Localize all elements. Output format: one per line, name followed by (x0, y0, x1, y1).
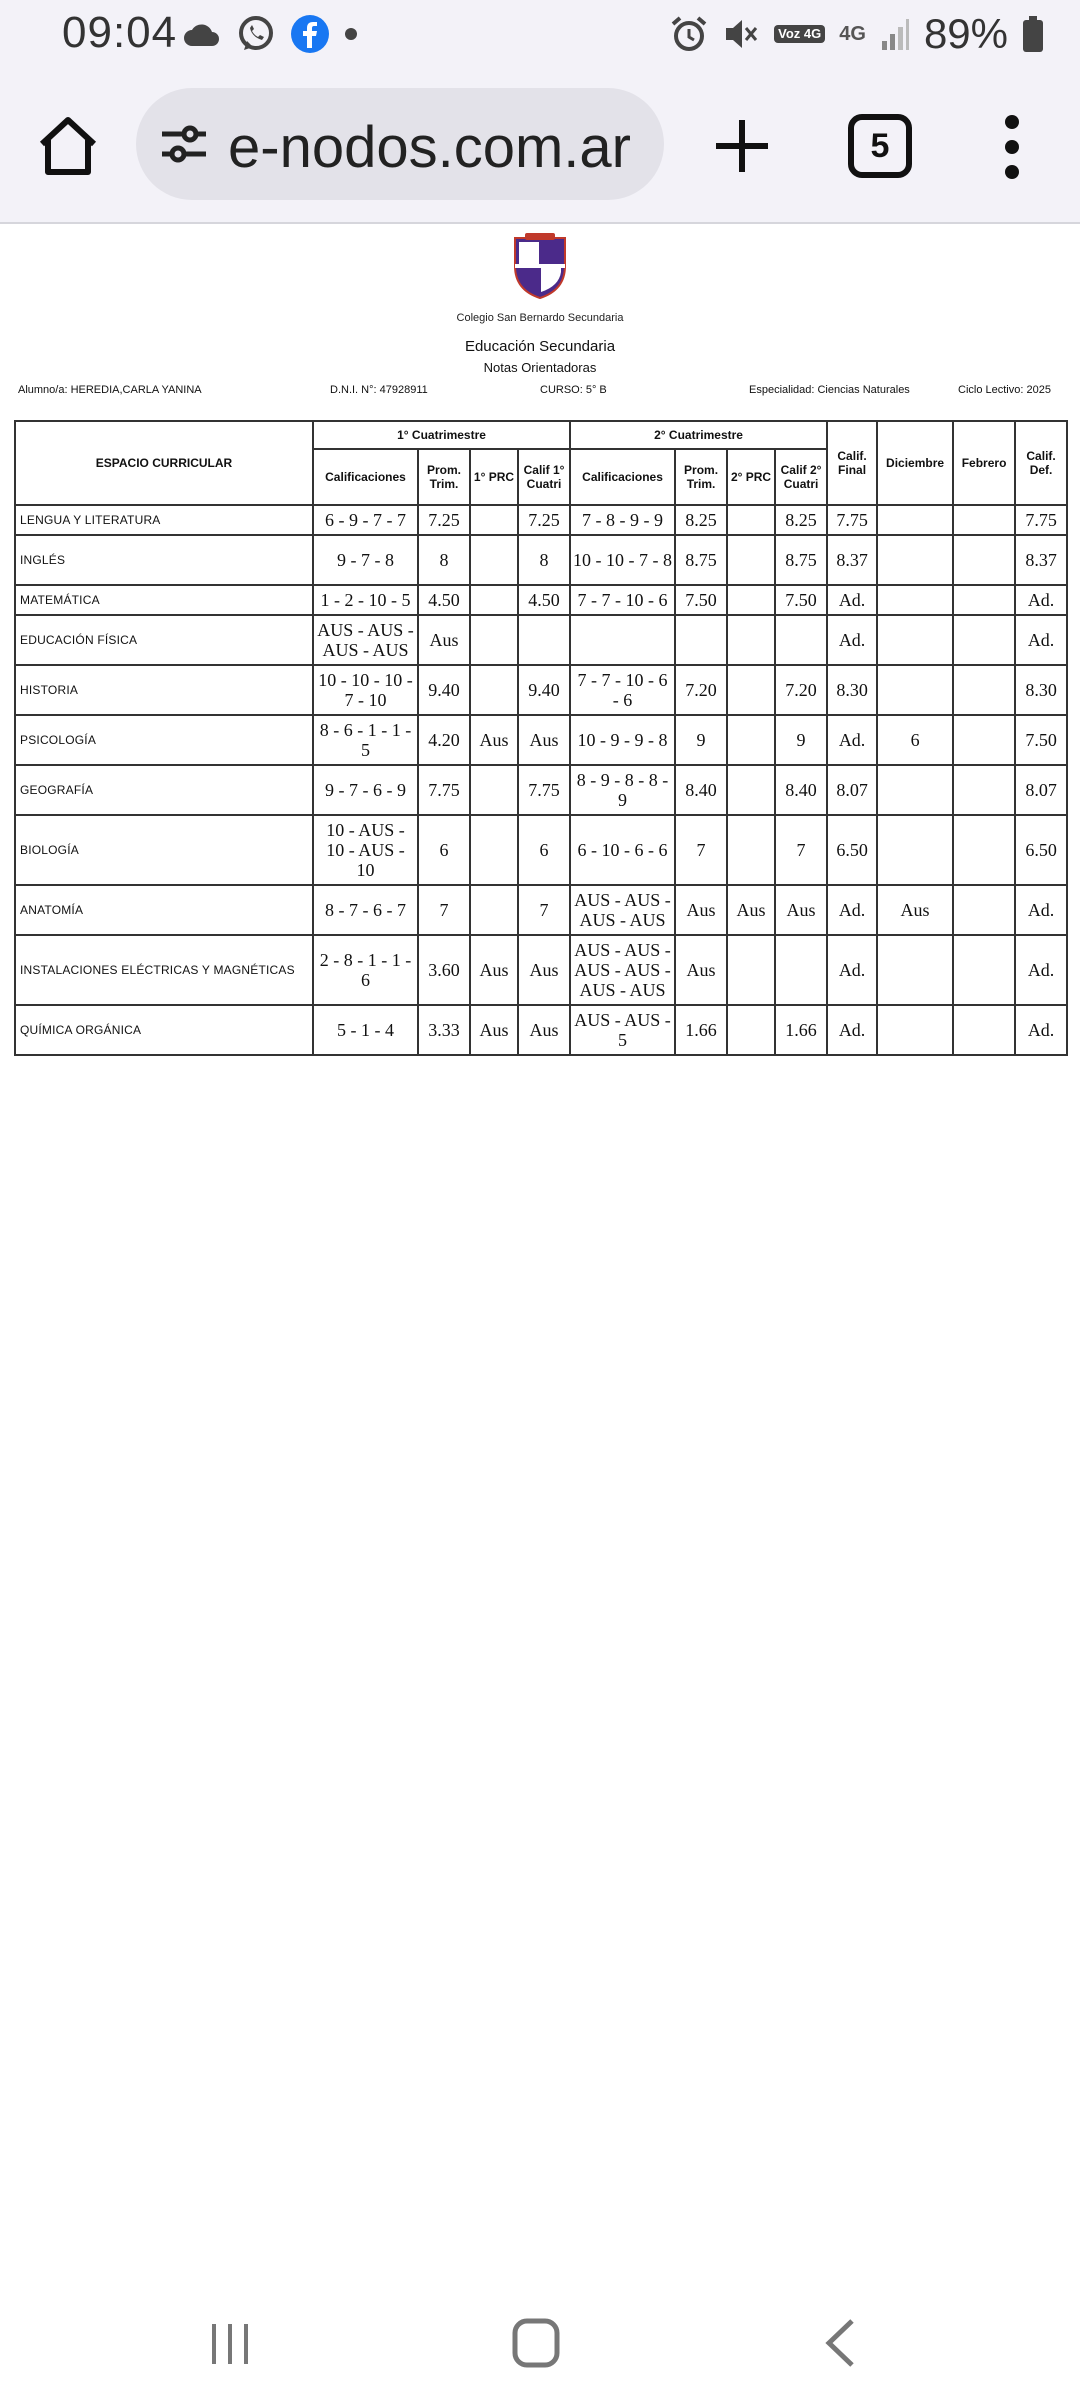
term1-grades-cell: 9 - 7 - 8 (313, 535, 418, 585)
february-cell (953, 815, 1015, 885)
term1-prc-cell (470, 505, 518, 535)
term1-grades-cell: 9 - 7 - 6 - 9 (313, 765, 418, 815)
definitive-grade-cell: Ad. (1015, 615, 1067, 665)
term2-calif-cell (775, 615, 827, 665)
december-cell (877, 1005, 953, 1055)
definitive-grade-cell: 8.07 (1015, 765, 1067, 815)
term1-avg-cell: 3.33 (418, 1005, 470, 1055)
subject-cell: HISTORIA (15, 665, 313, 715)
term2-calif-cell: 8.75 (775, 535, 827, 585)
table-row (15, 885, 1067, 935)
system-icons (670, 10, 1044, 58)
term1-prc-cell (470, 885, 518, 935)
term1-avg-cell: 7.75 (418, 765, 470, 815)
table-row (15, 665, 1067, 715)
term2-grades-cell: 8 - 9 - 8 - 8 - 9 (570, 765, 675, 815)
cloud-icon (182, 20, 222, 48)
final-grade-cell: 7.75 (827, 505, 877, 535)
url-text[interactable]: e-nodos.com.ar (228, 115, 631, 180)
subject-cell: MATEMÁTICA (15, 585, 313, 615)
definitive-grade-cell: 6.50 (1015, 815, 1067, 885)
term2-avg-cell: 8.40 (675, 765, 727, 815)
february-cell (953, 505, 1015, 535)
grades-body (15, 505, 1067, 1055)
term2-avg-cell: 1.66 (675, 1005, 727, 1055)
specialty: Especialidad: Ciencias Naturales (749, 384, 910, 396)
term1-prc-cell: Aus (470, 715, 518, 765)
final-grade-cell: Ad. (827, 885, 877, 935)
home-icon[interactable] (36, 114, 100, 178)
status-time: 09:04 (62, 8, 178, 57)
term2-calif-cell: 8.25 (775, 505, 827, 535)
course: CURSO: 5° B (540, 384, 607, 396)
header-grades-2: Calificaciones (570, 449, 675, 505)
definitive-grade-cell: Ad. (1015, 885, 1067, 935)
february-cell (953, 765, 1015, 815)
term2-grades-cell: 7 - 7 - 10 - 6 (570, 585, 675, 615)
alarm-icon (670, 15, 708, 53)
subject-cell: PSICOLOGÍA (15, 715, 313, 765)
term2-avg-cell: 9 (675, 715, 727, 765)
term1-calif-cell: 7.75 (518, 765, 570, 815)
address-bar[interactable] (136, 88, 664, 200)
term2-prc-cell (727, 665, 775, 715)
term2-avg-cell: 7.50 (675, 585, 727, 615)
december-cell (877, 765, 953, 815)
term2-calif-cell: 7.20 (775, 665, 827, 715)
header-final: Calif. Final (827, 421, 877, 505)
term2-calif-cell: 7 (775, 815, 827, 885)
term2-calif-cell: 9 (775, 715, 827, 765)
term2-avg-cell: Aus (675, 935, 727, 1005)
term2-prc-cell (727, 505, 775, 535)
february-cell (953, 1005, 1015, 1055)
december-cell (877, 505, 953, 535)
whatsapp-icon (236, 14, 276, 54)
grades-table (14, 420, 1068, 1056)
facebook-icon (290, 14, 330, 54)
final-grade-cell: Ad. (827, 935, 877, 1005)
signal-icon (880, 17, 910, 51)
term2-grades-cell: AUS - AUS - AUS - AUS - AUS - AUS (570, 935, 675, 1005)
definitive-grade-cell: Ad. (1015, 1005, 1067, 1055)
term2-calif-cell: 1.66 (775, 1005, 827, 1055)
term2-grades-cell: 7 - 8 - 9 - 9 (570, 505, 675, 535)
definitive-grade-cell: Ad. (1015, 585, 1067, 615)
term2-calif-cell: 8.40 (775, 765, 827, 815)
battery-icon (1022, 15, 1044, 53)
battery-percent: 89% (923, 10, 1008, 57)
term1-calif-cell: 4.50 (518, 585, 570, 615)
term1-avg-cell: 4.50 (418, 585, 470, 615)
term1-grades-cell: 6 - 9 - 7 - 7 (313, 505, 418, 535)
term1-avg-cell: 4.20 (418, 715, 470, 765)
term1-grades-cell: 1 - 2 - 10 - 5 (313, 585, 418, 615)
header-prc-1: 1° PRC (470, 449, 518, 505)
header-grades-1: Calificaciones (313, 449, 418, 505)
term2-grades-cell: 10 - 9 - 9 - 8 (570, 715, 675, 765)
term1-avg-cell: 9.40 (418, 665, 470, 715)
header-calif-2: Calif 2° Cuatri (775, 449, 827, 505)
student-name: Alumno/a: HEREDIA,CARLA YANINA (18, 384, 202, 396)
term2-prc-cell (727, 715, 775, 765)
february-cell (953, 585, 1015, 615)
volte-badge: Voz 4G (774, 25, 825, 43)
term2-prc-cell (727, 585, 775, 615)
table-row (15, 765, 1067, 815)
mute-icon (722, 15, 760, 53)
tab-switcher-button[interactable]: 5 (848, 114, 912, 178)
term1-avg-cell: 8 (418, 535, 470, 585)
table-row (15, 535, 1067, 585)
term1-grades-cell: 2 - 8 - 1 - 1 - 6 (313, 935, 418, 1005)
definitive-grade-cell: 7.50 (1015, 715, 1067, 765)
term1-calif-cell: 8 (518, 535, 570, 585)
february-cell (953, 615, 1015, 665)
term1-grades-cell: 10 - 10 - 10 - 7 - 10 (313, 665, 418, 715)
term1-grades-cell: 5 - 1 - 4 (313, 1005, 418, 1055)
term2-prc-cell (727, 615, 775, 665)
header-definitive: Calif. Def. (1015, 421, 1067, 505)
term1-avg-cell: Aus (418, 615, 470, 665)
term2-grades-cell (570, 615, 675, 665)
table-row (15, 815, 1067, 885)
header-subject: ESPACIO CURRICULAR (15, 421, 313, 505)
term2-avg-cell: Aus (675, 885, 727, 935)
term2-avg-cell: 7 (675, 815, 727, 885)
final-grade-cell: 6.50 (827, 815, 877, 885)
navigation-bar (0, 2300, 1080, 2408)
term2-grades-cell: 10 - 10 - 7 - 8 (570, 535, 675, 585)
term2-avg-cell (675, 615, 727, 665)
term1-prc-cell (470, 615, 518, 665)
term1-calif-cell: 6 (518, 815, 570, 885)
subject-cell: ANATOMÍA (15, 885, 313, 935)
term1-prc-cell (470, 765, 518, 815)
subject-cell: QUÍMICA ORGÁNICA (15, 1005, 313, 1055)
final-grade-cell: 8.07 (827, 765, 877, 815)
definitive-grade-cell: 7.75 (1015, 505, 1067, 535)
term1-grades-cell: 8 - 7 - 6 - 7 (313, 885, 418, 935)
school-logo-icon (511, 232, 569, 300)
definitive-grade-cell: Ad. (1015, 935, 1067, 1005)
final-grade-cell: Ad. (827, 585, 877, 615)
term1-prc-cell: Aus (470, 1005, 518, 1055)
subject-cell: BIOLOGÍA (15, 815, 313, 885)
final-grade-cell: Ad. (827, 715, 877, 765)
header-prc-2: 2° PRC (727, 449, 775, 505)
term1-calif-cell: 9.40 (518, 665, 570, 715)
final-grade-cell: 8.37 (827, 535, 877, 585)
term2-calif-cell: Aus (775, 885, 827, 935)
header-avg-1: Prom. Trim. (418, 449, 470, 505)
term1-prc-cell (470, 585, 518, 615)
term1-calif-cell: Aus (518, 935, 570, 1005)
table-row (15, 715, 1067, 765)
definitive-grade-cell: 8.30 (1015, 665, 1067, 715)
report-subtitle: Notas Orientadoras (483, 360, 597, 375)
term1-avg-cell: 7 (418, 885, 470, 935)
definitive-grade-cell: 8.37 (1015, 535, 1067, 585)
subject-cell: LENGUA Y LITERATURA (15, 505, 313, 535)
term2-prc-cell (727, 1005, 775, 1055)
term1-avg-cell: 6 (418, 815, 470, 885)
december-cell (877, 665, 953, 715)
network-type: 4G (839, 23, 866, 45)
back-icon[interactable] (824, 2318, 856, 2368)
february-cell (953, 535, 1015, 585)
term1-calif-cell (518, 615, 570, 665)
december-cell (877, 585, 953, 615)
term2-prc-cell (727, 935, 775, 1005)
term2-grades-cell: 7 - 7 - 10 - 6 - 6 (570, 665, 675, 715)
term1-avg-cell: 3.60 (418, 935, 470, 1005)
december-cell: Aus (877, 885, 953, 935)
browser-toolbar (0, 72, 1080, 224)
term2-calif-cell (775, 935, 827, 1005)
term1-prc-cell (470, 815, 518, 885)
header-term1: 1° Cuatrimestre (313, 421, 570, 449)
term1-prc-cell: Aus (470, 935, 518, 1005)
term2-avg-cell: 7.20 (675, 665, 727, 715)
term2-avg-cell: 8.75 (675, 535, 727, 585)
subject-cell: INSTALACIONES ELÉCTRICAS Y MAGNÉTICAS (15, 935, 313, 1005)
december-cell: 6 (877, 715, 953, 765)
term2-calif-cell: 7.50 (775, 585, 827, 615)
term1-avg-cell: 7.25 (418, 505, 470, 535)
final-grade-cell: Ad. (827, 615, 877, 665)
term1-calif-cell: Aus (518, 715, 570, 765)
table-row (15, 615, 1067, 665)
subject-cell: INGLÉS (15, 535, 313, 585)
term2-grades-cell: AUS - AUS - 5 (570, 1005, 675, 1055)
school-name: Colegio San Bernardo Secundaria (456, 312, 624, 324)
home-nav-icon[interactable] (512, 2318, 560, 2368)
term1-calif-cell: 7 (518, 885, 570, 935)
header-december: Diciembre (877, 421, 953, 505)
table-row (15, 505, 1067, 535)
term2-prc-cell: Aus (727, 885, 775, 935)
february-cell (953, 715, 1015, 765)
level-title: Educación Secundaria (464, 338, 616, 355)
header-calif-1: Calif 1° Cuatri (518, 449, 570, 505)
final-grade-cell: Ad. (827, 1005, 877, 1055)
term2-avg-cell: 8.25 (675, 505, 727, 535)
site-settings-icon[interactable] (158, 118, 210, 170)
term2-grades-cell: AUS - AUS - AUS - AUS (570, 885, 675, 935)
final-grade-cell: 8.30 (827, 665, 877, 715)
february-cell (953, 665, 1015, 715)
december-cell (877, 935, 953, 1005)
school-year: Ciclo Lectivo: 2025 (958, 384, 1051, 396)
header-avg-2: Prom. Trim. (675, 449, 727, 505)
february-cell (953, 885, 1015, 935)
subject-cell: GEOGRAFÍA (15, 765, 313, 815)
december-cell (877, 615, 953, 665)
term1-prc-cell (470, 665, 518, 715)
term2-grades-cell: 6 - 10 - 6 - 6 (570, 815, 675, 885)
term1-calif-cell: 7.25 (518, 505, 570, 535)
notification-icons (182, 14, 358, 54)
new-tab-icon[interactable] (708, 112, 776, 180)
term1-prc-cell (470, 535, 518, 585)
term1-grades-cell: 8 - 6 - 1 - 1 - 5 (313, 715, 418, 765)
february-cell (953, 935, 1015, 1005)
recents-icon[interactable] (208, 2322, 252, 2366)
dot-icon (344, 27, 358, 41)
december-cell (877, 815, 953, 885)
header-february: Febrero (953, 421, 1015, 505)
more-menu-icon[interactable] (996, 112, 1028, 182)
term2-prc-cell (727, 535, 775, 585)
term1-calif-cell: Aus (518, 1005, 570, 1055)
header-term2: 2° Cuatrimestre (570, 421, 827, 449)
table-row (15, 585, 1067, 615)
status-bar (0, 0, 1080, 72)
subject-cell: EDUCACIÓN FÍSICA (15, 615, 313, 665)
student-dni: D.N.I. N°: 47928911 (330, 384, 428, 396)
december-cell (877, 535, 953, 585)
term1-grades-cell: AUS - AUS - AUS - AUS (313, 615, 418, 665)
term2-prc-cell (727, 765, 775, 815)
term1-grades-cell: 10 - AUS - 10 - AUS - 10 (313, 815, 418, 885)
term2-prc-cell (727, 815, 775, 885)
table-row (15, 1005, 1067, 1055)
table-row (15, 935, 1067, 1005)
